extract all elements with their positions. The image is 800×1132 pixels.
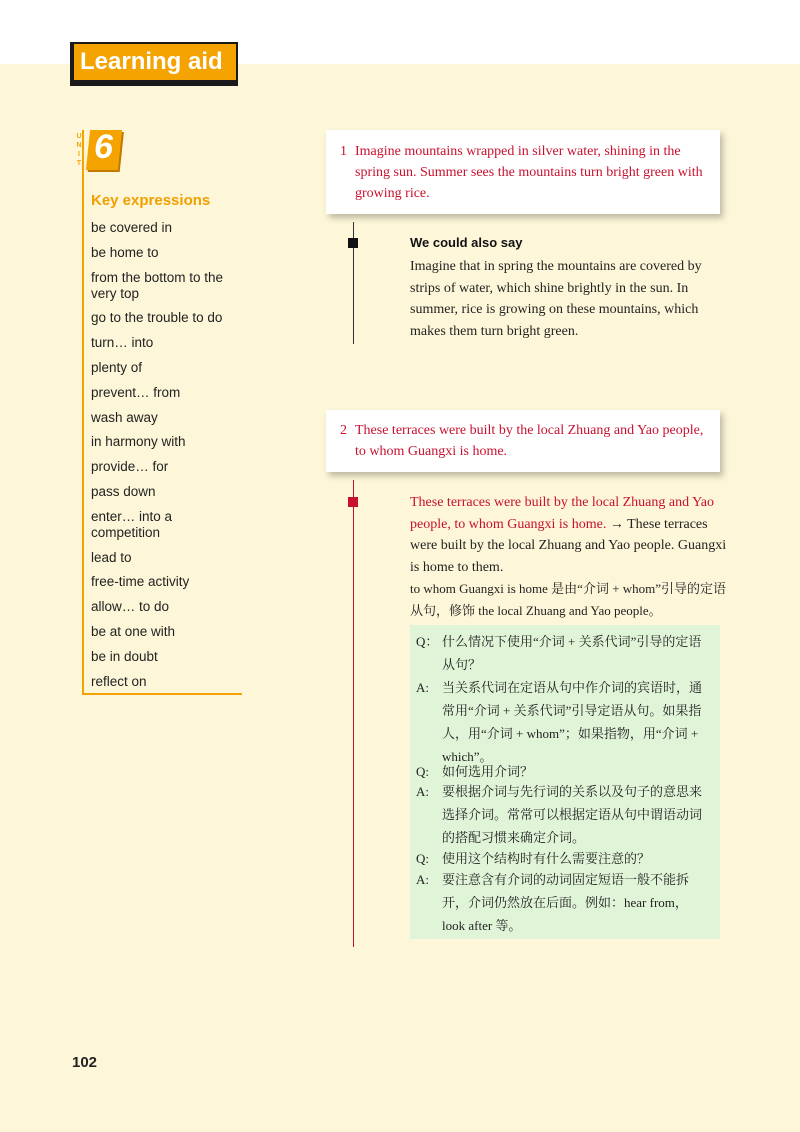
bullet-square-icon: [348, 238, 358, 248]
unit-letter: U: [76, 133, 82, 140]
note-explanation: to whom Guangxi is home 是由“介词 + whom”引导的定语从句，修饰 the local Zhuang and Yao people。: [410, 581, 727, 618]
grammar-note: [410, 492, 728, 621]
list-item: be in doubt: [91, 648, 158, 664]
sentence-card-2: [326, 410, 720, 472]
unit-letter: I: [78, 151, 80, 158]
sentence-card-1: [326, 130, 720, 214]
qa-text: 要注意含有介词的动词固定短语一般不能拆开，介词仍然放在后面。例如：hear from，look after 等。: [442, 872, 690, 933]
note-rewrite: → These terraces were built by the local Zhuang and Yao people. Guangxi is home to them.: [410, 516, 727, 575]
list-item: be covered in: [91, 220, 173, 235]
unit-divider-vertical: [82, 130, 84, 695]
list-item: provide… for: [91, 459, 169, 475]
qa-text: 当关系代词在定语从句中作介词的宾语时，通常用“介词 + 关系代词”引导定语从句。如果指人，用“介词 + whom”；如果指物，用“介词 + which”。: [442, 680, 703, 764]
list-item: in harmony with: [91, 434, 186, 450]
bullet-square-icon: [348, 497, 358, 507]
unit-letter: N: [76, 142, 82, 149]
list-item: be at one with: [91, 623, 176, 639]
qa-text: 要根据介词与先行词的关系以及句子的意思来选择介词。常常可以根据定语从句中谓语动词的搭配习惯来确定介词。: [442, 784, 703, 845]
key-expressions-title: Key expressions: [91, 192, 211, 209]
qa-text: 如何选用介词？: [442, 764, 534, 779]
also-say-text: Imagine that in spring the mountains are covered by strips of water, which shine brightly in the sun. In summer, rice is growing on these mountains, which makes them turn bright green.: [410, 259, 702, 339]
sentence-number: 2: [340, 423, 347, 438]
list-item: turn… into: [91, 335, 154, 351]
qa-label: Q:: [416, 764, 429, 779]
qa-text: 什么情况下使用“介词 + 关系代词”引导的定语从句？: [442, 634, 702, 672]
qa-label: A:: [416, 680, 429, 695]
sentence-number: 1: [340, 144, 347, 159]
list-item: be home to: [91, 244, 159, 260]
header-title: Learning aid: [74, 44, 236, 80]
qa-label: A:: [416, 872, 429, 887]
qa-label: Q：: [416, 634, 439, 649]
note-line-2: [353, 480, 354, 947]
list-item: enter… into a competition: [91, 508, 173, 540]
list-item: free-time activity: [91, 574, 190, 590]
sentence-text: These terraces were built by the local Zhuang and Yao people, to whom Guangxi is home.: [355, 423, 704, 459]
list-item: plenty of: [91, 359, 143, 375]
page-number: 102: [72, 1054, 98, 1071]
qa-text: 使用这个结构时有什么需要注意的？: [442, 851, 651, 866]
list-item: prevent… from: [91, 384, 181, 400]
unit-number: 6: [94, 128, 113, 166]
list-item: reflect on: [91, 673, 147, 689]
also-say-title: We could also say: [410, 235, 523, 250]
list-item: pass down: [91, 483, 156, 499]
note-highlight: These terraces were built by the local Zhuang and Yao people, to whom Guangxi is home.: [410, 495, 715, 532]
list-item: lead to: [91, 549, 132, 565]
list-item: allow… to do: [91, 599, 170, 615]
list-item: wash away: [91, 409, 158, 425]
qa-label: A:: [416, 784, 429, 799]
list-item: from the bottom to the very top: [91, 269, 224, 301]
key-expressions-list: [91, 220, 241, 698]
qa-label: Q:: [416, 851, 429, 866]
sentence-text: Imagine mountains wrapped in silver water, shining in the spring sun. Summer sees the mountains turn bright green with growing rice.: [355, 144, 703, 201]
unit-letter: T: [76, 160, 82, 167]
list-item: go to the trouble to do: [91, 310, 223, 326]
